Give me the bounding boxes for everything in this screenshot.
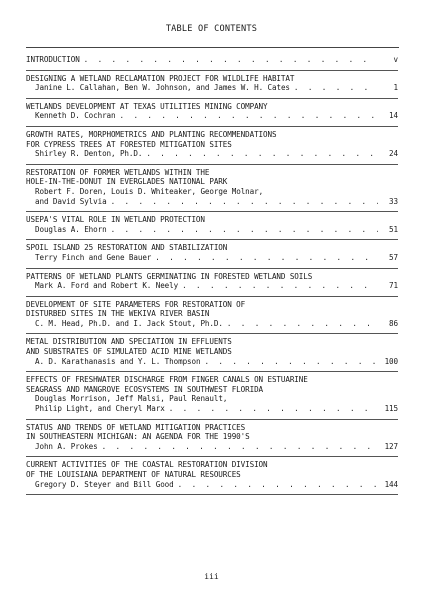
dot-leader bbox=[111, 197, 378, 207]
entry-author-line bbox=[26, 197, 398, 207]
entry-page-number: 86 bbox=[389, 318, 398, 328]
entry-title: USEPA'S VITAL ROLE IN WETLAND PROTECTION bbox=[26, 215, 205, 225]
dot-leader bbox=[227, 319, 378, 329]
dot-leader bbox=[155, 253, 378, 263]
entry-author-line bbox=[26, 319, 398, 329]
toc-entry bbox=[26, 297, 398, 335]
toc-entry bbox=[26, 334, 398, 372]
entry-title: RESTORATION OF FORMER WETLANDS WITHIN THE bbox=[26, 167, 210, 177]
page-number: iii bbox=[204, 572, 219, 581]
toc-entry bbox=[26, 457, 398, 495]
entry-author-line bbox=[26, 83, 398, 93]
entry-title: METAL DISTRIBUTION AND SPECIATION IN EFFLUENTS bbox=[26, 337, 232, 347]
dot-leader bbox=[146, 149, 378, 159]
entry-author-line bbox=[26, 149, 398, 159]
toc-entry bbox=[26, 71, 398, 99]
entry-title: GROWTH RATES, MORPHOMETRICS AND PLANTING RECOMMENDATIONS bbox=[26, 129, 277, 139]
entry-author-line bbox=[26, 404, 398, 414]
dot-leader bbox=[84, 55, 378, 65]
entry-authors: C. M. Head, Ph.D. and I. Jack Stout, Ph.D. bbox=[35, 318, 223, 328]
entry-title: DISTURBED SITES IN THE WEKIVA RIVER BASIN bbox=[26, 309, 210, 319]
toc-entry bbox=[26, 269, 398, 297]
dot-leader bbox=[178, 480, 378, 490]
entry-title: SEAGRASS AND MANGROVE ECOSYSTEMS IN SOUTHWEST FLORIDA bbox=[26, 384, 264, 394]
entry-authors: and David Sylvia bbox=[35, 196, 107, 206]
entry-author-line bbox=[26, 253, 398, 263]
dot-leader bbox=[204, 357, 378, 367]
entry-title: OF THE LOUISIANA DEPARTMENT OF NATURAL RESOURCES bbox=[26, 470, 241, 479]
entry-author-line bbox=[26, 357, 398, 367]
entry-authors: John A. Prokes bbox=[35, 441, 98, 451]
entry-page-number: 115 bbox=[384, 404, 398, 414]
entry-title: SPOIL ISLAND 25 RESTORATION AND STABILIZATION bbox=[26, 243, 228, 253]
dot-leader bbox=[111, 225, 378, 235]
entry-title: IN SOUTHEASTERN MICHIGAN: AN AGENDA FOR THE 1990'S bbox=[26, 432, 250, 442]
entry-page-number: 33 bbox=[389, 196, 398, 206]
entry-author-line bbox=[26, 281, 398, 291]
entry-page-number: 100 bbox=[384, 356, 398, 366]
entry-page-number: 57 bbox=[389, 252, 398, 262]
entry-title: AND SUBSTRATES OF SIMULATED ACID MINE WETLANDS bbox=[26, 347, 232, 357]
page-title: TABLE OF CONTENTS bbox=[165, 24, 258, 34]
entry-title: EFFECTS OF FRESHWATER DISCHARGE FROM FINGER CANALS ON ESTUARINE bbox=[26, 375, 308, 385]
top-rule bbox=[26, 47, 399, 48]
toc-entry bbox=[26, 52, 398, 71]
entry-authors: Janine L. Callahan, Ben W. Johnson, and James W. H. Cates bbox=[35, 83, 290, 93]
entry-page-number: v bbox=[393, 55, 398, 64]
entry-authors: Robert F. Doren, Louis D. Whiteaker, George Molnar, bbox=[35, 186, 264, 196]
entry-title: DEVELOPMENT OF SITE PARAMETERS FOR RESTORATION OF bbox=[26, 299, 246, 309]
dot-leader bbox=[182, 281, 378, 291]
entry-title: PATTERNS OF WETLAND PLANTS GERMINATING IN FORESTED WETLAND SOILS bbox=[26, 271, 313, 281]
toc-entry bbox=[26, 127, 398, 165]
entry-page-number: 14 bbox=[389, 111, 398, 121]
entry-author-line bbox=[26, 111, 398, 121]
entry-authors: Douglas Morrison, Jeff Malsi, Paul Renault, bbox=[35, 394, 228, 404]
entry-page-number: 127 bbox=[384, 441, 398, 451]
entry-page-number: 24 bbox=[389, 149, 398, 159]
entry-authors: A. D. Karathanasis and Y. L. Thompson bbox=[35, 356, 201, 366]
dot-leader bbox=[102, 442, 378, 452]
entry-authors: Gregory D. Steyer and Bill Good bbox=[35, 479, 174, 489]
entry-title: STATUS AND TRENDS OF WETLAND MITIGATION PRACTICES bbox=[26, 422, 246, 432]
entry-author-line bbox=[26, 442, 398, 452]
entry-title: CURRENT ACTIVITIES OF THE COASTAL RESTORATION DIVISION bbox=[26, 460, 268, 470]
entry-author-line bbox=[26, 480, 398, 490]
entry-title: INTRODUCTION bbox=[26, 55, 80, 64]
toc-entry bbox=[26, 165, 398, 212]
entry-page-number: 1 bbox=[393, 83, 398, 93]
entry-page-number: 71 bbox=[389, 281, 398, 291]
toc-entry bbox=[26, 99, 398, 127]
entry-authors: Kenneth D. Cochran bbox=[35, 111, 116, 121]
entry-page-number: 144 bbox=[384, 479, 398, 489]
entry-page-number: 51 bbox=[389, 224, 398, 234]
entry-authors: Philip Light, and Cheryl Marx bbox=[35, 404, 165, 414]
entry-title: HOLE-IN-THE-DONUT IN EVERGLADES NATIONAL PARK bbox=[26, 177, 228, 187]
toc-entry bbox=[26, 240, 398, 268]
toc-entry bbox=[26, 212, 398, 240]
entry-authors: Shirley R. Denton, Ph.D. bbox=[35, 149, 143, 159]
toc-entry bbox=[26, 420, 398, 458]
entry-authors: Mark A. Ford and Robert K. Neely bbox=[35, 281, 179, 291]
dot-leader bbox=[169, 404, 378, 414]
toc-entry bbox=[26, 372, 398, 419]
entry-title-line bbox=[26, 55, 398, 65]
dot-leader bbox=[120, 111, 379, 121]
dot-leader bbox=[294, 83, 378, 93]
entry-authors: Terry Finch and Gene Bauer bbox=[35, 252, 152, 262]
entry-author-line bbox=[26, 225, 398, 235]
entry-title: DESIGNING A WETLAND RECLAMATION PROJECT FOR WILDLIFE HABITAT bbox=[26, 73, 295, 83]
entry-title: WETLANDS DEVELOPMENT AT TEXAS UTILITIES MINING COMPANY bbox=[26, 101, 268, 111]
entry-title: FOR CYPRESS TREES AT FORESTED MITIGATION SITES bbox=[26, 139, 232, 149]
table-of-contents bbox=[26, 52, 398, 495]
entry-authors: Douglas A. Ehorn bbox=[35, 224, 107, 234]
